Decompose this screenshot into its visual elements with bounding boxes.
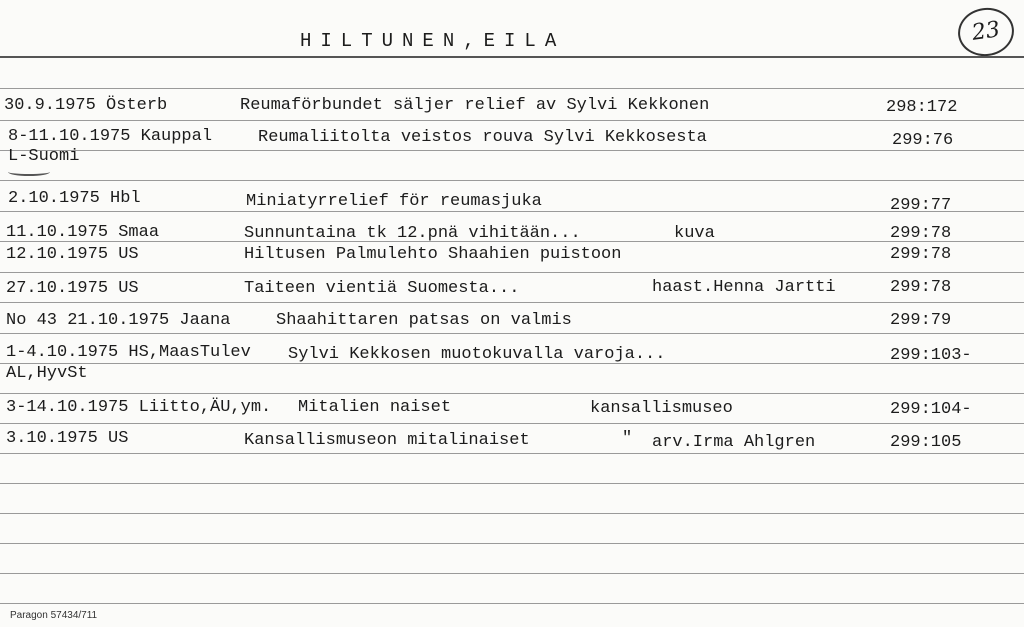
rule-line	[0, 333, 1024, 334]
entry-source: 11.10.1975 Smaa	[6, 223, 160, 242]
handwritten-underline	[8, 168, 50, 176]
entry-ref: 298:172	[886, 98, 958, 117]
entry-source: No 43 21.10.1975 Jaana	[6, 311, 231, 330]
entry-source: 27.10.1975 US	[6, 279, 139, 298]
rule-line	[0, 483, 1024, 484]
entry-ref: 299:78	[890, 224, 952, 243]
entry-source: 12.10.1975 US	[6, 245, 139, 264]
entry-title: Hiltusen Palmulehto Shaahien puistoon	[244, 245, 622, 264]
entry-ref: 299:76	[892, 131, 954, 150]
entry-ref: 299:79	[890, 311, 952, 330]
rule-line	[0, 272, 1024, 273]
page-number-circle: 23	[955, 4, 1017, 59]
entry-note: kansallismuseo	[590, 399, 733, 418]
rule-line	[0, 603, 1024, 604]
entry-title: Reumaliitolta veistos rouva Sylvi Kekkosesta	[258, 128, 707, 147]
entry-title: Taiteen vientiä Suomesta...	[244, 279, 520, 298]
rule-line	[0, 120, 1024, 121]
rule-line	[0, 180, 1024, 181]
entry-source: 3-14.10.1975 Liitto,ÄU,ym.	[6, 398, 272, 417]
entry-source-continued: AL,HyvSt	[6, 364, 88, 383]
rule-line	[0, 393, 1024, 394]
entry-source: 3.10.1975 US	[6, 429, 129, 448]
entry-title: Sunnuntaina tk 12.pnä vihitään...	[244, 224, 581, 243]
entry-source: 8-11.10.1975 Kauppal	[8, 127, 213, 146]
entry-title: Mitalien naiset	[298, 398, 452, 417]
rule-line	[0, 453, 1024, 454]
rule-line	[0, 543, 1024, 544]
entry-source: 30.9.1975 Österb	[4, 96, 168, 115]
rule-line	[0, 150, 1024, 151]
rule-line	[0, 513, 1024, 514]
ditto-mark: "	[622, 429, 633, 448]
entry-note: kuva	[674, 224, 715, 243]
entry-title: Shaahittaren patsas on valmis	[276, 311, 572, 330]
entry-ref: 299:105	[890, 433, 962, 452]
card-heading: HILTUNEN,EILA	[300, 30, 566, 52]
entry-source: 1-4.10.1975 HS,MaasTulev	[6, 343, 251, 362]
rule-line	[0, 302, 1024, 303]
entry-title: Kansallismuseon mitalinaiset	[244, 431, 530, 450]
entry-note: haast.Henna Jartti	[652, 278, 836, 297]
printer-imprint: Paragon 57434/711	[10, 610, 98, 621]
header-rule	[0, 56, 1024, 58]
entry-title: Sylvi Kekkosen muotokuvalla varoja...	[288, 345, 666, 364]
entry-ref: 299:103-	[890, 346, 972, 365]
entry-ref: 299:77	[890, 196, 952, 215]
entry-title: Miniatyrrelief för reumasjuka	[246, 192, 542, 211]
entry-title: Reumaförbundet säljer relief av Sylvi Kekkonen	[240, 96, 710, 115]
entry-source: 2.10.1975 Hbl	[8, 189, 141, 208]
entry-ref: 299:78	[890, 245, 952, 264]
entry-ref: 299:104-	[890, 400, 972, 419]
rule-line	[0, 573, 1024, 574]
entry-ref: 299:78	[890, 278, 952, 297]
rule-line	[0, 423, 1024, 424]
entry-note: arv.Irma Ahlgren	[652, 433, 816, 452]
entry-source-continued: L-Suomi	[8, 147, 80, 166]
rule-line	[0, 88, 1024, 89]
